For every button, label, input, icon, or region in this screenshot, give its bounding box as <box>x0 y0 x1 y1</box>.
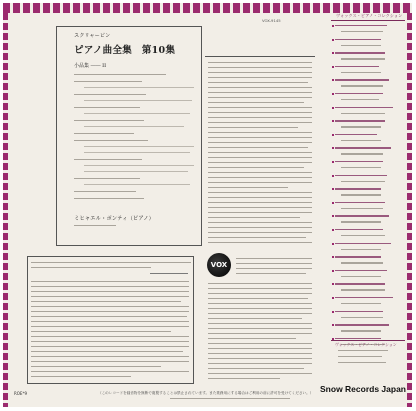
notes-line <box>208 122 312 123</box>
notes-line <box>31 336 189 337</box>
notes-line <box>208 182 312 183</box>
notes-line <box>208 62 312 63</box>
notes-line <box>31 267 151 268</box>
notes-line <box>208 137 312 138</box>
notes-line <box>31 296 189 297</box>
notes-line <box>208 227 312 228</box>
catalog-entry <box>335 119 410 133</box>
program-line <box>84 100 192 101</box>
notes-box-left <box>27 256 194 384</box>
notes-line <box>208 283 312 284</box>
catalog-entry <box>335 38 410 52</box>
bullet-icon <box>332 270 334 272</box>
bullet-icon <box>332 39 334 41</box>
notes-line <box>208 363 312 364</box>
notes-line <box>208 378 280 379</box>
program-line <box>74 120 144 121</box>
notes-line <box>208 142 312 143</box>
bullet-icon <box>332 243 334 245</box>
bullet-icon <box>332 134 334 136</box>
notes-line <box>31 262 191 263</box>
footer-notice: （このレコードを録音物を無断で複製することは禁止されています。また業務用にする場合はご利用の前に許可を受けてください。） <box>98 391 314 395</box>
bullet-icon <box>332 120 334 122</box>
program-line <box>74 178 140 179</box>
program-line <box>74 140 148 141</box>
bullet-icon <box>332 324 334 326</box>
notes-line <box>31 371 189 372</box>
bullet-icon <box>332 311 334 313</box>
bullet-icon <box>332 188 334 190</box>
notes-line <box>31 346 189 347</box>
notes-line <box>208 82 308 83</box>
bullet-icon <box>332 79 334 81</box>
bullet-icon <box>332 161 334 163</box>
notes-line <box>208 373 312 374</box>
watermark: Snow Records Japan <box>320 384 406 394</box>
catalog-entry <box>335 310 410 324</box>
catalog-footer-line <box>338 362 386 363</box>
program-line <box>74 198 144 199</box>
notes-line <box>208 313 312 314</box>
notes-line <box>236 273 306 274</box>
program-line <box>74 159 142 160</box>
notes-line <box>208 222 312 223</box>
notes-line <box>208 212 312 213</box>
catalog-entry <box>335 106 410 120</box>
notes-line <box>236 268 312 269</box>
notes-line <box>208 192 312 193</box>
notes-line <box>31 286 189 287</box>
notes-line <box>208 237 306 238</box>
bullet-icon <box>332 107 334 109</box>
program-line <box>74 107 140 108</box>
program-line <box>84 113 190 114</box>
notes-line <box>208 368 304 369</box>
notes-line <box>208 72 312 73</box>
notes-line <box>208 67 312 68</box>
catalog-entry <box>335 242 410 256</box>
notes-line <box>208 187 288 188</box>
catalog-entry <box>335 92 410 106</box>
notes-rule <box>205 56 315 57</box>
notes-author-line <box>150 273 188 274</box>
bullet-icon <box>332 93 334 95</box>
notes-line <box>208 348 312 349</box>
notes-line <box>208 92 312 93</box>
program-box <box>56 26 202 246</box>
notes-line <box>208 318 302 319</box>
notes-line <box>208 323 312 324</box>
program-line <box>84 171 188 172</box>
notes-line <box>208 102 304 103</box>
notes-line <box>31 301 181 302</box>
notes-line <box>208 242 312 243</box>
notes-line <box>236 263 312 264</box>
catalog-entry <box>335 187 410 201</box>
program-line <box>74 74 166 75</box>
notes-line <box>208 343 312 344</box>
notes-line <box>208 358 312 359</box>
notes-line <box>31 306 189 307</box>
notes-line <box>208 293 312 294</box>
notes-line <box>208 147 308 148</box>
catalog-rule-bottom <box>331 340 405 341</box>
catalog-entry <box>335 214 410 228</box>
catalog-rule-top <box>331 20 405 21</box>
bullet-icon <box>332 229 334 231</box>
catalog-entry <box>335 51 410 65</box>
notes-line <box>208 207 312 208</box>
notes-line <box>208 77 312 78</box>
notes-line <box>208 107 312 108</box>
album-title: ピアノ曲全集 第10集 <box>74 45 176 56</box>
catalog-entry <box>335 78 410 92</box>
catalog-footer-label: ヴォックス・ピアノ・コレクション <box>335 342 397 347</box>
notes-line <box>31 376 131 377</box>
catalog-entry <box>335 228 410 242</box>
bullet-icon <box>332 297 334 299</box>
section-title: 小品集 ―― II <box>74 63 107 69</box>
notes-line <box>208 97 312 98</box>
catalog-footer-line <box>338 356 382 357</box>
bullet-icon <box>332 256 334 258</box>
left-dotted-border <box>3 13 8 407</box>
notes-line <box>208 202 312 203</box>
catalog-entry <box>335 201 410 215</box>
program-line <box>84 126 184 127</box>
footer-code: ROE*9 <box>14 391 27 396</box>
catalog-code: VOX-9145 <box>262 18 281 23</box>
notes-line <box>31 331 171 332</box>
notes-line <box>208 298 308 299</box>
catalog-list <box>335 24 409 364</box>
performer-note-line <box>74 225 116 226</box>
notes-line <box>208 117 312 118</box>
footer-notice-line <box>170 398 290 399</box>
bullet-icon <box>332 66 334 68</box>
notes-line <box>208 288 312 289</box>
notes-line <box>31 326 189 327</box>
performer: ミヒャエル・ポンティ（ピアノ） <box>74 216 154 222</box>
notes-line <box>208 217 300 218</box>
catalog-entry <box>335 160 410 174</box>
bullet-icon <box>332 202 334 204</box>
notes-line <box>208 308 312 309</box>
notes-line <box>31 341 189 342</box>
notes-line <box>31 356 189 357</box>
notes-line <box>208 197 312 198</box>
bullet-icon <box>332 283 334 285</box>
series-label: ヴォックス・ピアノ・コレクション <box>336 13 403 18</box>
notes-line <box>31 291 189 292</box>
notes-line <box>208 87 312 88</box>
bullet-icon <box>332 215 334 217</box>
program-line <box>74 94 146 95</box>
program-line <box>84 87 194 88</box>
catalog-footer-line <box>338 350 388 351</box>
program-line <box>84 184 190 185</box>
notes-line <box>236 258 312 259</box>
notes-line <box>208 328 312 329</box>
notes-line <box>31 361 189 362</box>
program-line <box>84 146 194 147</box>
catalog-entry <box>335 269 410 283</box>
vox-logo-text: VOX <box>210 261 228 269</box>
catalog-entry <box>335 65 410 79</box>
notes-line <box>31 366 161 367</box>
notes-line <box>208 338 296 339</box>
catalog-entry <box>335 255 410 269</box>
notes-line <box>208 177 312 178</box>
catalog-entry <box>335 296 410 310</box>
catalog-entry <box>335 146 410 160</box>
notes-line <box>208 127 298 128</box>
notes-line <box>208 303 312 304</box>
catalog-entry <box>335 174 410 188</box>
notes-line <box>31 281 189 282</box>
notes-line <box>208 152 312 153</box>
bullet-icon <box>332 25 334 27</box>
notes-line <box>208 232 312 233</box>
top-dotted-border <box>3 3 412 13</box>
catalog-entry <box>335 24 410 38</box>
notes-line <box>208 167 304 168</box>
program-line <box>84 165 194 166</box>
notes-line <box>208 172 312 173</box>
bullet-icon <box>332 147 334 149</box>
vox-logo-icon <box>207 253 231 277</box>
program-line <box>74 81 142 82</box>
composer: スクリャービン <box>74 33 111 39</box>
notes-line <box>208 157 312 158</box>
program-line <box>74 191 136 192</box>
catalog-entry <box>335 323 410 337</box>
bullet-icon <box>332 52 334 54</box>
notes-line <box>208 353 312 354</box>
notes-line <box>208 333 312 334</box>
notes-line <box>31 311 189 312</box>
bullet-icon <box>332 175 334 177</box>
notes-line <box>208 162 312 163</box>
catalog-entry <box>335 133 410 147</box>
program-line <box>84 152 190 153</box>
notes-line <box>31 351 183 352</box>
notes-line <box>208 112 312 113</box>
notes-line <box>31 316 187 317</box>
catalog-entry <box>335 282 410 296</box>
notes-line <box>31 321 189 322</box>
notes-line <box>208 132 312 133</box>
program-line <box>74 133 134 134</box>
